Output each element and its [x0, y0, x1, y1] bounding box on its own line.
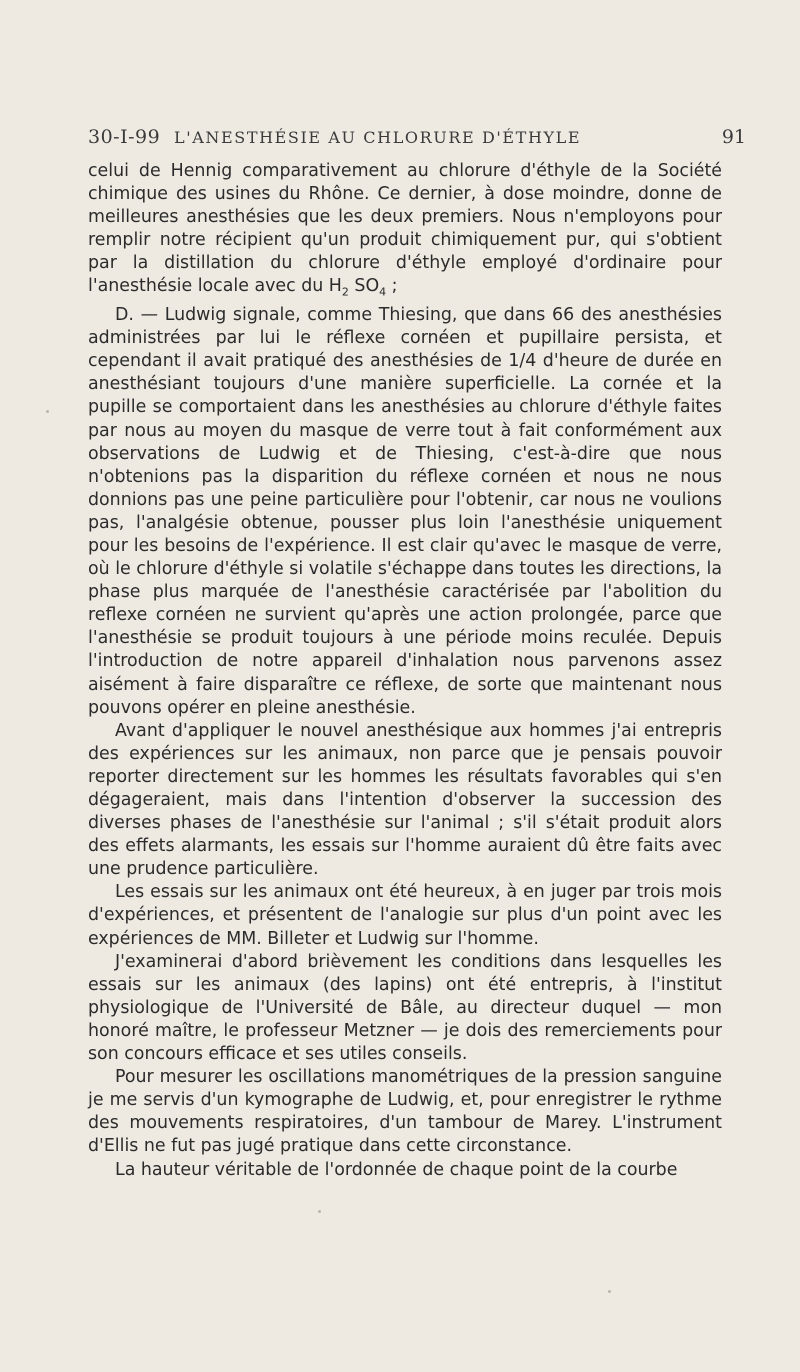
- paragraph: D. — Ludwig signale, comme Thiesing, que dans 66 des anesthésies administrées par lui le réflexe cornéen et pupillaire persista, et cependant il avait pratiqué des anesthésies de 1/4 d'heure de durée en anesthésiant toujours d'une manière superficielle. La cornée et la pupille se comportaient dans les anesthésies au chlorure d'éthyle faites par nous au moyen du masque de verre tout à fait conformément aux observations de Ludwig et de Thiesing, c'est-à-dire que nous n'obtenions pas la disparition du réflexe cornéen et nous ne nous donnions pas une peine particulière pour l'obtenir, car nous ne voulions pas, l'analgésie obtenue, pousser plus loin l'anesthésie uniquement pour les besoins de l'expérience. Il est clair qu'avec le masque de verre, où le chlorure d'éthyle si volatile s'échappe dans toutes les directions, la phase plus marquée de l'anesthésie caractérisée par l'abolition du reflexe cornéen ne survient qu'après une action prolongée, parce que l'anesthésie se produit toujours à une période moins reculée. Depuis l'introduction de notre appareil d'inhalation nous parvenons assez aisément à faire disparaître ce réflexe, de sorte que maintenant nous pouvons opérer en pleine anesthésie.: [88, 305, 722, 718]
- paragraph: J'examinerai d'abord brièvement les conditions dans lesquelles les essais sur les animaux (des lapins) ont été entrepris, à l'institut physiologique de l'Université de Bâle, au directeur duquel — mon honoré maître, le professeur Metzner — je dois des remerciements pour son concours efficace et ses utiles conseils.: [88, 951, 722, 1065]
- paragraph-continuation: celui de Hennig comparativement au chlorure d'éthyle de la Société chimique des usines du Rhône. Ce dernier, à dose moindre, donne de meilleures anesthésies que les deux premiers. Nous n'employons pour remplir notre récipient qu'un produit chimiquement pur, qui s'obtient par la distillation du chlorure d'éthyle employé d'ordinaire pour l'anesthésie locale avec du $H_2$ $SO_4$ ;: [88, 161, 722, 299]
- page-number: 91: [721, 126, 746, 148]
- header-date: 30-I-99: [88, 126, 161, 148]
- paragraph-text: celui de Hennig comparativement au chlorure d'éthyle de la Société chimique des usines du Rhône. Ce dernier, à dose moindre, donne de meilleures anesthésies que les deux premiers. Nous n'employons pour remplir notre récipient qu'un produit chimiquement pur, qui s'obtient par la distillation du chlorure d'éthyle employé d'ordinaire pour l'anesthésie locale avec du: [88, 161, 722, 297]
- paper-speck: [608, 1290, 611, 1293]
- paragraph: Les essais sur les animaux ont été heureux, à en juger par trois mois d'expériences, et présentent de l'analogie sur plus d'un point avec les expériences de MM. Billeter et Ludwig sur l'homme.: [88, 882, 722, 949]
- paper-speck: [46, 410, 49, 413]
- paragraph: Pour mesurer les oscillations manométriques de la pression sanguine je me servis d'un kymographe de Ludwig, et, pour enregistrer le rythme des mouvements respiratoires, d'un tambour de Marey. L'instrument d'Ellis ne fut pas jugé pratique dans cette circonstance.: [88, 1067, 722, 1157]
- body-text: [88, 160, 722, 1182]
- running-header: [88, 126, 746, 154]
- header-title: L'ANESTHÉSIE AU CHLORURE D'ÉTHYLE: [174, 128, 582, 147]
- paper-speck: [318, 1210, 321, 1213]
- chemical-formula: $H_2$ $SO_4$: [328, 276, 387, 299]
- paragraph: La hauteur véritable de l'ordonnée de chaque point de la courbe: [115, 1159, 678, 1180]
- paragraph: Avant d'appliquer le nouvel anesthésique aux hommes j'ai entrepris des expériences sur les animaux, non parce que je pensais pouvoir reporter directement sur les hommes les résultats favorables qui s'en dégageraient, mais dans l'intention d'observer la succession des diverses phases de l'anesthésie sur l'animal ; s'il s'était produit alors des effets alarmants, les essais sur l'homme auraient dû être faits avec une prudence particulière.: [88, 720, 722, 880]
